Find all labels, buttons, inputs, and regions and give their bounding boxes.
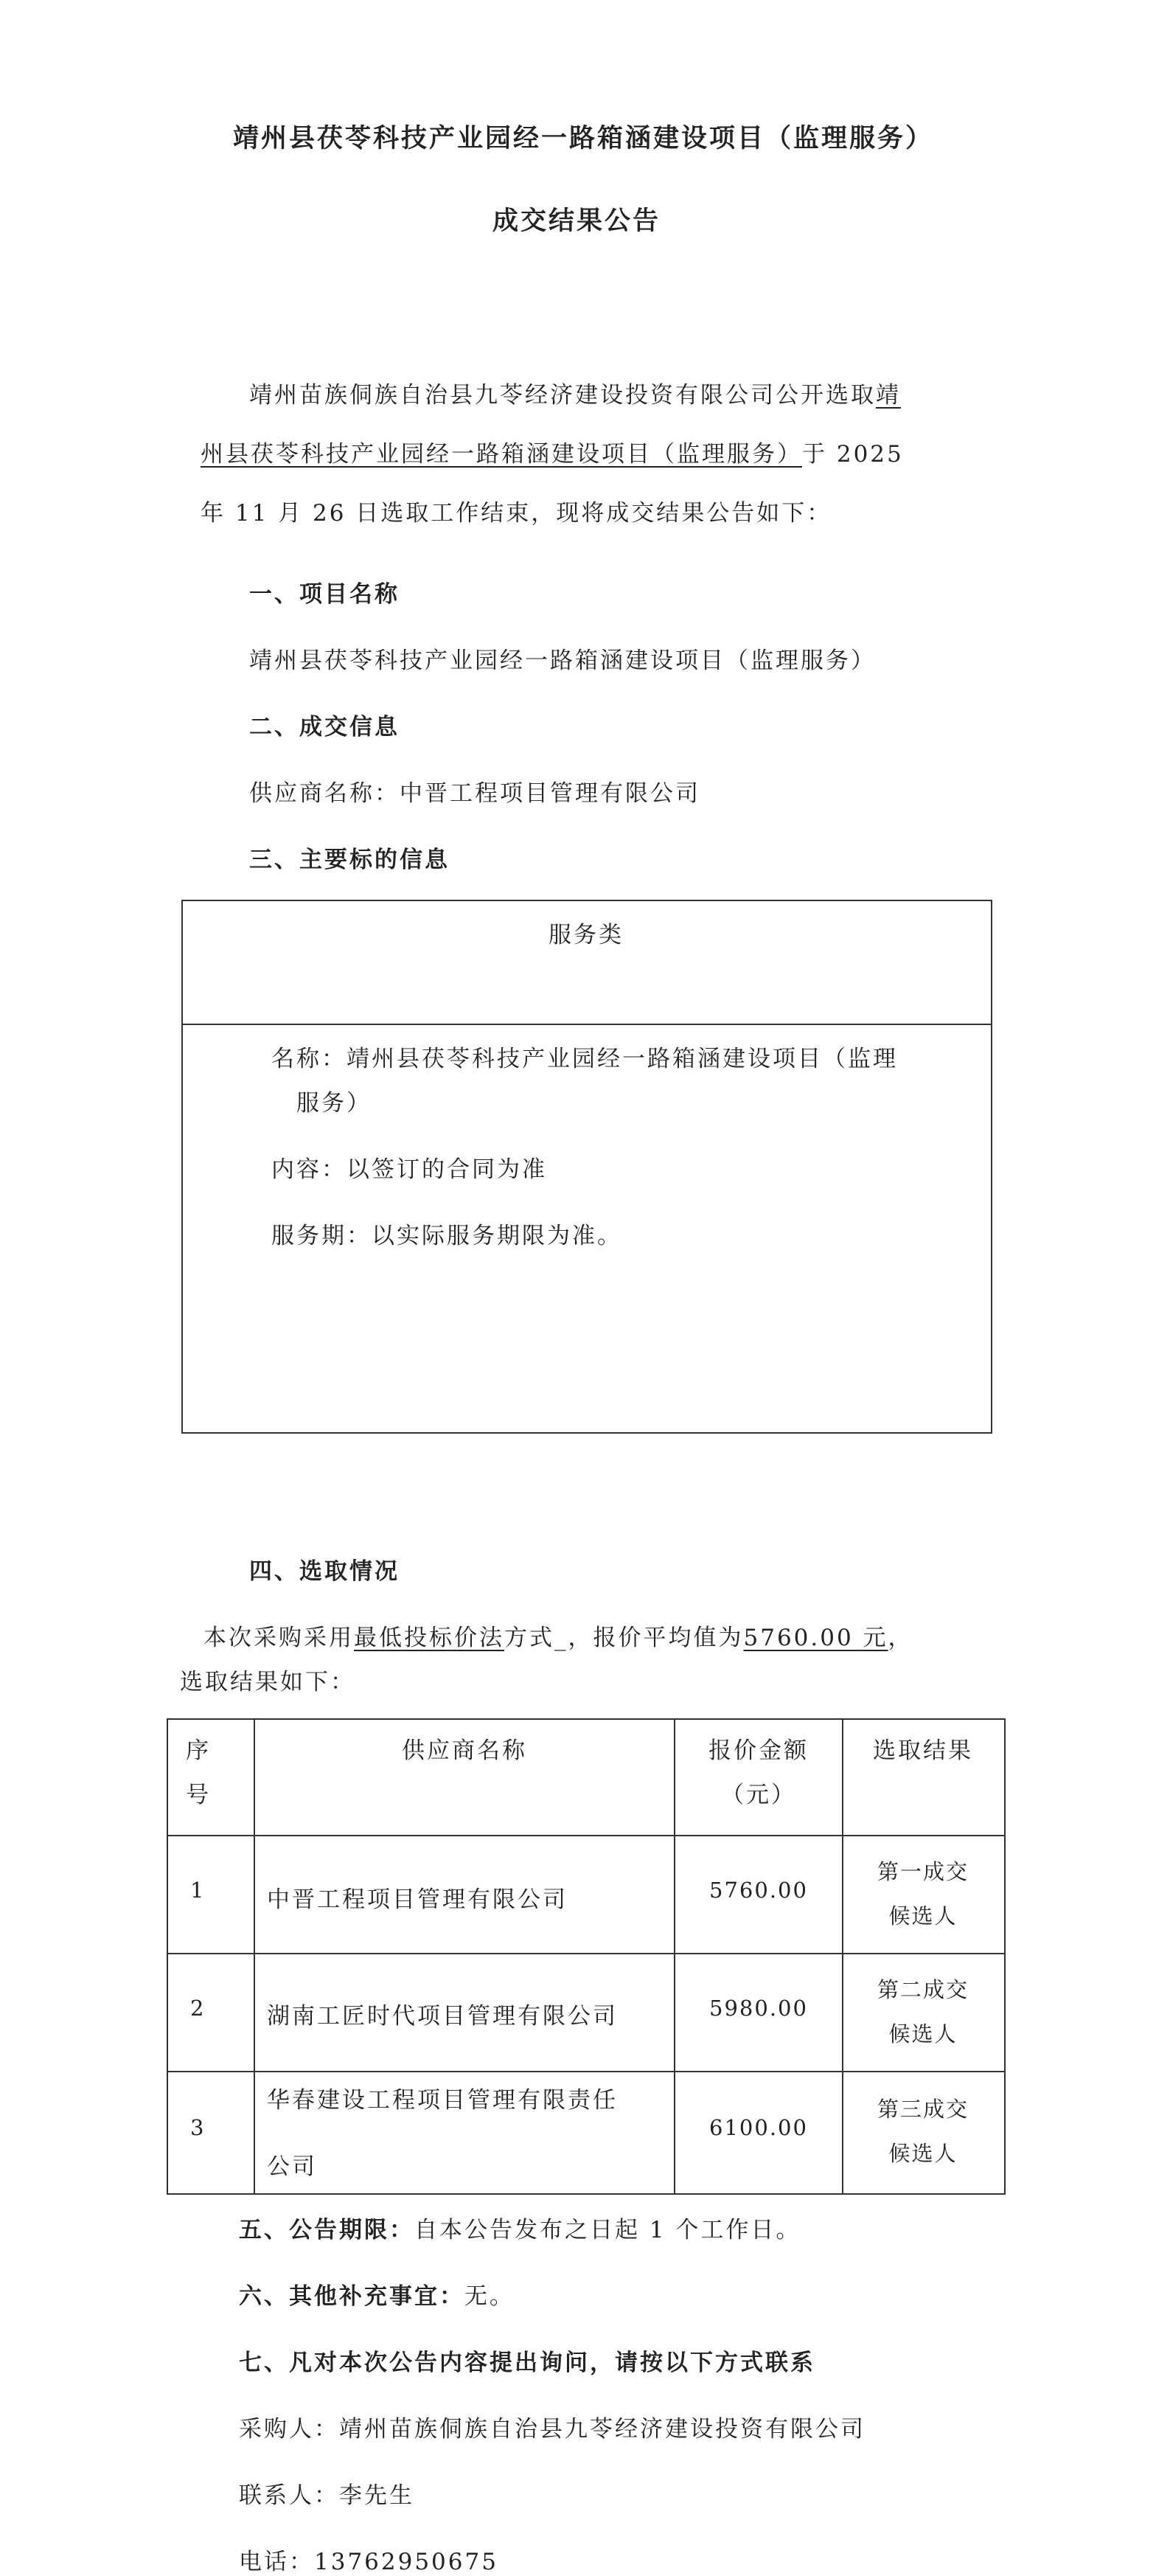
phone-line: 电话：13762950675 bbox=[239, 2549, 498, 2575]
document-title: 靖州县茯苓科技产业园经一路箱涵建设项目（监理服务） bbox=[233, 123, 934, 153]
results-row-divider-2 bbox=[167, 1953, 1004, 1954]
results-header-price-1: 报价金额 bbox=[708, 1737, 809, 1764]
results-header-result: 选取结果 bbox=[873, 1737, 973, 1764]
results-row-3-supplier-line-1: 华春建设工程项目管理有限责任 bbox=[267, 2087, 618, 2114]
results-row-2-supplier: 湖南工匠时代项目管理有限公司 bbox=[267, 2003, 618, 2030]
buyer-line: 采购人：靖州苗族侗族自治县九苓经济建设投资有限公司 bbox=[239, 2416, 866, 2443]
results-row-1-result-2: 候选人 bbox=[888, 1903, 958, 1928]
intro-project-link-start: 靖 bbox=[876, 382, 901, 409]
intro-date-start: 于 2025 bbox=[802, 441, 904, 468]
section-6 bbox=[239, 2277, 515, 2311]
results-row-2-price: 5980.00 bbox=[709, 1996, 808, 2021]
selection-line-2: 选取结果如下： bbox=[180, 1669, 355, 1695]
results-row-3-result-2: 候选人 bbox=[888, 2141, 958, 2166]
results-row-3-no: 3 bbox=[190, 2115, 206, 2140]
selection-blank: _ bbox=[554, 1625, 568, 1651]
selection-line-1 bbox=[203, 1619, 913, 1652]
section-2-value: 供应商名称：中晋工程项目管理有限公司 bbox=[249, 780, 700, 807]
selection-method: 最低投标价法 bbox=[354, 1625, 504, 1651]
results-row-2-result-2: 候选人 bbox=[888, 2021, 958, 2046]
results-row-divider-3 bbox=[167, 2071, 1004, 2072]
service-period: 服务期：以实际服务期限为准。 bbox=[271, 1223, 622, 1249]
section-1-heading: 一、项目名称 bbox=[249, 581, 400, 608]
intro-prefix: 靖州苗族侗族自治县九苓经济建设投资有限公司公开选取 bbox=[249, 382, 876, 409]
selection-text-a: 本次采购采用 bbox=[203, 1625, 354, 1651]
results-row-divider-1 bbox=[167, 1835, 1004, 1836]
selection-text-b: 方式 bbox=[504, 1625, 554, 1651]
intro-project-link: 州县茯苓科技产业园经一路箱涵建设项目（监理服务） bbox=[201, 441, 802, 468]
selection-average: 5760.00 元 bbox=[743, 1625, 888, 1651]
results-row-1-no: 1 bbox=[190, 1878, 206, 1903]
results-row-3-supplier-line-2: 公司 bbox=[267, 2153, 317, 2180]
service-content: 内容：以签订的合同为准 bbox=[271, 1156, 547, 1183]
results-header-no-1: 序 bbox=[186, 1737, 211, 1764]
section-6-value: 无。 bbox=[464, 2283, 515, 2310]
selection-text-c: ，报价平均值为 bbox=[568, 1625, 744, 1651]
results-row-1-supplier: 中晋工程项目管理有限公司 bbox=[267, 1886, 568, 1913]
results-header-no-2: 号 bbox=[186, 1782, 211, 1808]
section-5 bbox=[239, 2211, 801, 2244]
results-table bbox=[167, 1718, 1006, 2195]
intro-line-3: 年 11 月 26 日选取工作结束，现将成交结果公告如下： bbox=[201, 500, 832, 527]
section-5-heading: 五、公告期限： bbox=[239, 2217, 414, 2243]
section-1-value: 靖州县茯苓科技产业园经一路箱涵建设项目（监理服务） bbox=[249, 648, 876, 674]
section-4-heading: 四、选取情况 bbox=[249, 1558, 400, 1585]
service-name-line-2: 服务） bbox=[296, 1090, 372, 1117]
results-row-2-no: 2 bbox=[190, 1996, 206, 2021]
contact-line: 联系人：李先生 bbox=[239, 2482, 414, 2509]
results-row-3-result-1: 第三成交 bbox=[877, 2097, 969, 2122]
results-header-price-2: （元） bbox=[721, 1782, 796, 1808]
intro-line-1 bbox=[249, 376, 901, 409]
section-7-heading: 七、凡对本次公告内容提出询问，请按以下方式联系 bbox=[239, 2350, 815, 2376]
service-name-line-1: 名称：靖州县茯苓科技产业园经一路箱涵建设项目（监理 bbox=[271, 1046, 898, 1072]
document-subtitle: 成交结果公告 bbox=[492, 206, 661, 236]
selection-text-d: ， bbox=[888, 1625, 913, 1651]
intro-line-2 bbox=[201, 435, 904, 468]
results-row-1-price: 5760.00 bbox=[709, 1878, 808, 1903]
section-6-heading: 六、其他补充事宜： bbox=[239, 2283, 464, 2310]
service-table-divider bbox=[181, 1024, 991, 1025]
results-row-2-result-1: 第二成交 bbox=[877, 1977, 969, 2002]
section-3-heading: 三、主要标的信息 bbox=[249, 847, 450, 873]
results-header-supplier: 供应商名称 bbox=[402, 1737, 527, 1764]
section-5-value: 自本公告发布之日起 1 个工作日。 bbox=[414, 2217, 801, 2243]
service-table-header: 服务类 bbox=[549, 922, 624, 948]
section-2-heading: 二、成交信息 bbox=[249, 714, 400, 740]
results-row-3-price: 6100.00 bbox=[709, 2115, 808, 2140]
results-row-1-result-1: 第一成交 bbox=[877, 1859, 969, 1884]
results-col-divider-1 bbox=[254, 1718, 255, 2193]
